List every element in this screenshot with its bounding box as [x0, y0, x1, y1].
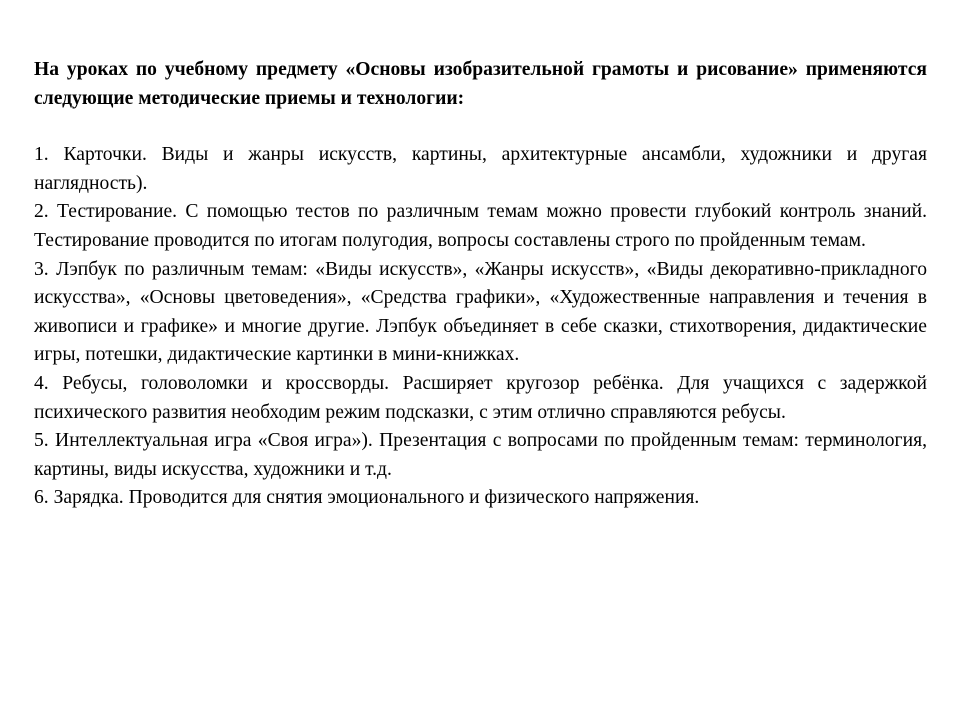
method-item-lapbook: 3. Лэпбук по различным темам: «Виды искусств», «Жанры искусств», «Виды декоративно-прикладного искусства», «Основы цветоведения», «Средства графики», «Художественные направления и течения в живописи и графике» и многие другие. Лэпбук объединяет в себе сказки, стихотворения, дидактические игры, потешки, дидактические картинки в мини-книжках. — [34, 258, 927, 366]
slide-heading: На уроках по учебному предмету «Основы изобразительной грамоты и рисование» применяются следующие методические приемы и технологии: — [34, 59, 927, 109]
slide-content — [34, 56, 927, 513]
method-item-testing: 2. Тестирование. С помощью тестов по различным темам можно провести глубокий контроль знаний. Тестирование проводится по итогам полугодия, вопросы составлены строго по пройденным темам. — [34, 201, 927, 251]
methods-list — [34, 141, 927, 513]
method-item-exercise: 6. Зарядка. Проводится для снятия эмоционального и физического напряжения. — [34, 487, 700, 509]
method-item-cards: 1. Карточки. Виды и жанры искусств, картины, архитектурные ансамбли, художники и другая наглядность). — [34, 144, 927, 194]
method-item-puzzles: 4. Ребусы, головоломки и кроссворды. Расширяет кругозор ребёнка. Для учащихся с задержкой психического развития необходим режим подсказки, с этим отлично справляются ребусы. — [34, 372, 927, 423]
method-item-quiz-game: 5. Интеллектуальная игра «Своя игра»). Презентация с вопросами по пройденным темам: терминология, картины, виды искусства, художники и т.д. — [34, 430, 927, 480]
